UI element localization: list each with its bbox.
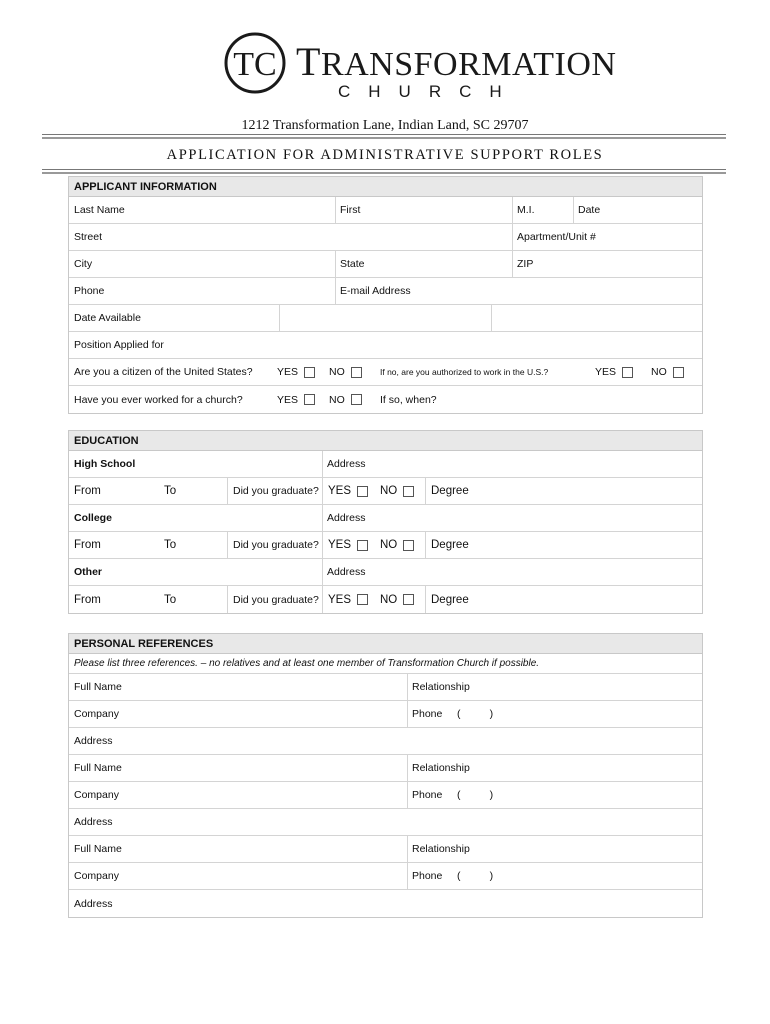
graduate-no-option[interactable]: NO	[380, 532, 414, 558]
degree-field[interactable]: Degree	[431, 593, 469, 606]
checkbox[interactable]	[304, 394, 315, 405]
page-title: APPLICATION FOR ADMINISTRATIVE SUPPORT ROLES	[166, 147, 604, 163]
reference-company-row	[69, 863, 702, 890]
full-name-field[interactable]: Full Name	[74, 681, 122, 693]
church-no-option[interactable]: NO	[329, 386, 362, 413]
date-available-extra[interactable]	[491, 305, 703, 331]
citizen-question: Are you a citizen of the United States?	[74, 366, 253, 378]
authorized-yes-option[interactable]: YES	[595, 359, 633, 385]
phone-field[interactable]: Phone	[74, 285, 105, 297]
graduation-row	[69, 532, 702, 559]
company-field[interactable]: Company	[74, 870, 119, 882]
graduate-yes-option[interactable]: YES	[328, 532, 368, 558]
zip-field[interactable]: ZIP	[517, 258, 534, 270]
address-field[interactable]: Address	[74, 897, 113, 910]
school-row	[69, 451, 702, 478]
from-field[interactable]: From	[74, 485, 101, 497]
school-name-field[interactable]: High School	[74, 458, 136, 470]
references-note-row	[69, 654, 702, 674]
to-field[interactable]: To	[164, 539, 177, 551]
checkbox[interactable]	[403, 486, 414, 497]
city-row	[69, 251, 702, 278]
reference-name-row	[69, 836, 702, 863]
checkbox[interactable]	[357, 594, 368, 605]
citizen-yes-option[interactable]: YES	[277, 359, 315, 385]
church-question: Have you ever worked for a church?	[74, 393, 243, 406]
middle-initial-field[interactable]: M.I.	[517, 204, 535, 216]
checkbox[interactable]	[673, 367, 684, 378]
tc-monogram-icon	[224, 32, 286, 94]
section-heading: EDUCATION	[69, 431, 702, 451]
section-heading: PERSONAL REFERENCES	[69, 634, 702, 654]
reference-address-row	[69, 728, 702, 755]
city-field[interactable]: City	[74, 258, 93, 270]
reference-address-row	[69, 890, 702, 917]
relationship-field[interactable]: Relationship	[412, 843, 470, 855]
authorized-no-option[interactable]: NO	[651, 359, 684, 385]
checkbox[interactable]	[357, 540, 368, 551]
degree-field[interactable]: Degree	[431, 539, 469, 551]
logo-monogram: TC	[233, 46, 277, 83]
reference-name-row	[69, 674, 702, 701]
church-address: 1212 Transformation Lane, Indian Land, SC 29707	[241, 118, 529, 133]
checkbox[interactable]	[304, 367, 315, 378]
school-name-field[interactable]: Other	[74, 566, 103, 578]
graduation-row	[69, 586, 702, 613]
reference-address-row	[69, 809, 702, 836]
graduation-row	[69, 478, 702, 505]
school-name-field[interactable]: College	[74, 512, 112, 524]
full-name-field[interactable]: Full Name	[74, 762, 122, 774]
when-field[interactable]: If so, when?	[380, 393, 437, 406]
phone-field[interactable]: Phone ( )	[412, 708, 494, 720]
checkbox[interactable]	[403, 540, 414, 551]
street-field[interactable]: Street	[74, 231, 103, 243]
applicant-information-section	[68, 176, 703, 414]
section-heading: APPLICANT INFORMATION	[69, 177, 702, 197]
street-row	[69, 224, 702, 251]
relationship-field[interactable]: Relationship	[412, 762, 470, 774]
company-field[interactable]: Company	[74, 708, 119, 720]
school-row	[69, 505, 702, 532]
email-field[interactable]: E-mail Address	[340, 285, 411, 297]
divider	[42, 169, 726, 170]
personal-references-section	[68, 633, 703, 918]
full-name-field[interactable]: Full Name	[74, 843, 122, 855]
state-field[interactable]: State	[340, 258, 365, 270]
graduate-question: Did you graduate?	[233, 485, 319, 497]
company-field[interactable]: Company	[74, 789, 119, 801]
school-address-field[interactable]: Address	[327, 512, 366, 524]
contact-row	[69, 278, 702, 305]
divider	[42, 172, 726, 174]
phone-field[interactable]: Phone ( )	[412, 789, 494, 801]
checkbox[interactable]	[357, 486, 368, 497]
position-row	[69, 332, 702, 359]
church-yes-option[interactable]: YES	[277, 386, 315, 413]
phone-field[interactable]: Phone ( )	[412, 870, 494, 882]
position-field[interactable]: Position Applied for	[74, 339, 164, 351]
graduate-no-option[interactable]: NO	[380, 586, 414, 613]
from-field[interactable]: From	[74, 539, 101, 551]
school-address-field[interactable]: Address	[327, 458, 366, 470]
citizen-no-option[interactable]: NO	[329, 359, 362, 385]
availability-row	[69, 305, 702, 332]
logo-wordmark: TRANSFORMATION	[296, 39, 617, 84]
church-work-row	[69, 386, 702, 413]
graduate-yes-option[interactable]: YES	[328, 586, 368, 613]
relationship-field[interactable]: Relationship	[412, 681, 470, 693]
checkbox[interactable]	[351, 367, 362, 378]
school-row	[69, 559, 702, 586]
reference-name-row	[69, 755, 702, 782]
authorized-question: If no, are you authorized to work in the U.S.?	[380, 367, 549, 377]
first-name-field[interactable]: First	[340, 204, 361, 216]
address-field[interactable]: Address	[74, 816, 113, 828]
checkbox[interactable]	[622, 367, 633, 378]
graduate-question: Did you graduate?	[233, 593, 319, 606]
date-available-field[interactable]: Date Available	[74, 312, 141, 324]
name-row	[69, 197, 702, 224]
graduate-no-option[interactable]: NO	[380, 478, 414, 504]
to-field[interactable]: To	[164, 593, 177, 606]
apartment-field[interactable]: Apartment/Unit #	[517, 231, 596, 243]
graduate-yes-option[interactable]: YES	[328, 478, 368, 504]
degree-field[interactable]: Degree	[431, 485, 469, 497]
church-logo	[224, 32, 617, 102]
reference-company-row	[69, 701, 702, 728]
references-note: Please list three references. – no relatives and at least one member of Transformation Church if possible.	[74, 658, 540, 669]
date-field[interactable]: Date	[578, 204, 601, 216]
logo-church-text: CHURCH	[338, 82, 520, 101]
to-field[interactable]: To	[164, 485, 177, 497]
checkbox[interactable]	[403, 594, 414, 605]
divider	[42, 137, 726, 139]
reference-company-row	[69, 782, 702, 809]
citizenship-row	[69, 359, 702, 386]
divider	[42, 134, 726, 135]
school-address-field[interactable]: Address	[327, 566, 366, 578]
date-available-input[interactable]	[279, 305, 491, 331]
education-section	[68, 430, 703, 614]
address-field[interactable]: Address	[74, 735, 113, 747]
checkbox[interactable]	[351, 394, 362, 405]
graduate-question: Did you graduate?	[233, 539, 319, 551]
last-name-field[interactable]: Last Name	[74, 204, 125, 216]
from-field[interactable]: From	[74, 593, 101, 606]
